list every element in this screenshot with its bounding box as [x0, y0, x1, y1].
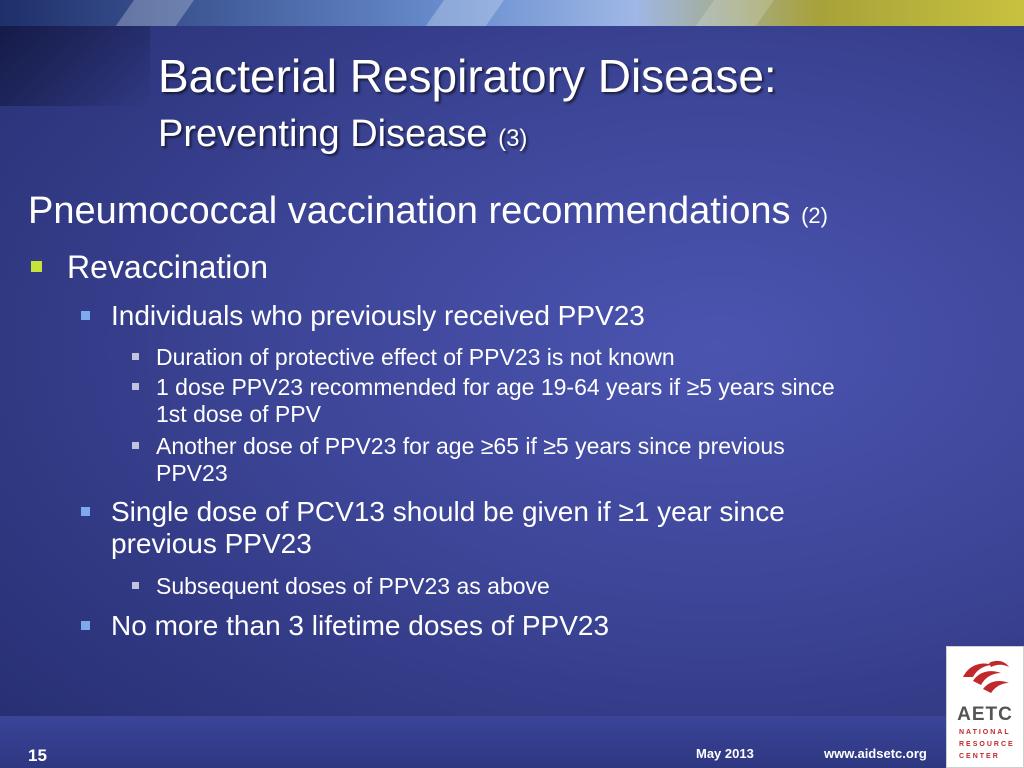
- bullet-level3-marker: [132, 442, 139, 449]
- footer-date: May 2013: [696, 746, 754, 761]
- bullet-level2: [111, 300, 645, 332]
- bullet-level1: [67, 248, 268, 286]
- section-heading-text: Pneumococcal vaccination recommendations: [28, 190, 791, 232]
- bullet-level2: [111, 610, 609, 642]
- section-heading-note: (2): [801, 203, 828, 228]
- slide-title: Bacterial Respiratory Disease:: [158, 50, 777, 102]
- bullet-level1-marker: [31, 261, 42, 272]
- bullet-line: Revaccination: [67, 249, 268, 285]
- bullet-level2-marker: [81, 507, 90, 516]
- bullet-line: Another dose of PPV23 for age ≥65 if ≥5 years since previous: [156, 433, 785, 459]
- bullet-line: PPV23: [156, 460, 228, 486]
- bullet-level3: [156, 433, 785, 487]
- bullet-level2-marker: [81, 621, 90, 630]
- bullet-line: No more than 3 lifetime doses of PPV23: [111, 610, 610, 641]
- top-decorative-band: [0, 0, 1024, 26]
- slide-number: 15: [28, 746, 47, 765]
- logo-line3: CENTER: [959, 753, 1000, 760]
- bullet-level3: [156, 344, 675, 371]
- logo-line1: NATIONAL: [959, 729, 1011, 736]
- logo-name: AETC: [957, 704, 1013, 725]
- aetc-swirl-logo-icon: [959, 655, 1013, 701]
- bullet-line: Individuals who previously received PPV23: [111, 300, 645, 331]
- bullet-level3: [156, 573, 550, 600]
- footer-url: www.aidsetc.org: [824, 746, 927, 761]
- corner-shade: [0, 26, 150, 106]
- bullet-line: Single dose of PCV13 should be given if ≥1 year since: [111, 496, 785, 527]
- slide-subtitle-note: (3): [498, 125, 528, 152]
- bullet-line: 1st dose of PPV: [156, 401, 321, 427]
- bullet-line: Duration of protective effect of PPV23 is not known: [156, 344, 675, 370]
- slide-subtitle-text: Preventing Disease: [158, 113, 488, 155]
- bullet-line: Subsequent doses of PPV23 as above: [156, 573, 550, 599]
- bullet-line: 1 dose PPV23 recommended for age 19-64 years if ≥5 years since: [156, 374, 835, 400]
- bullet-level3-marker: [132, 353, 139, 360]
- slide-subtitle: [158, 112, 527, 161]
- bullet-level2-marker: [81, 311, 90, 320]
- bullet-level3-marker: [132, 582, 139, 589]
- bullet-level3-marker: [132, 383, 139, 390]
- bullet-line: previous PPV23: [111, 528, 312, 559]
- logo-line2: RESOURCE: [959, 741, 1015, 748]
- bullet-level3: [156, 374, 835, 428]
- bullet-level2: [111, 496, 785, 560]
- section-heading: [28, 188, 828, 239]
- aetc-logo: [946, 646, 1024, 768]
